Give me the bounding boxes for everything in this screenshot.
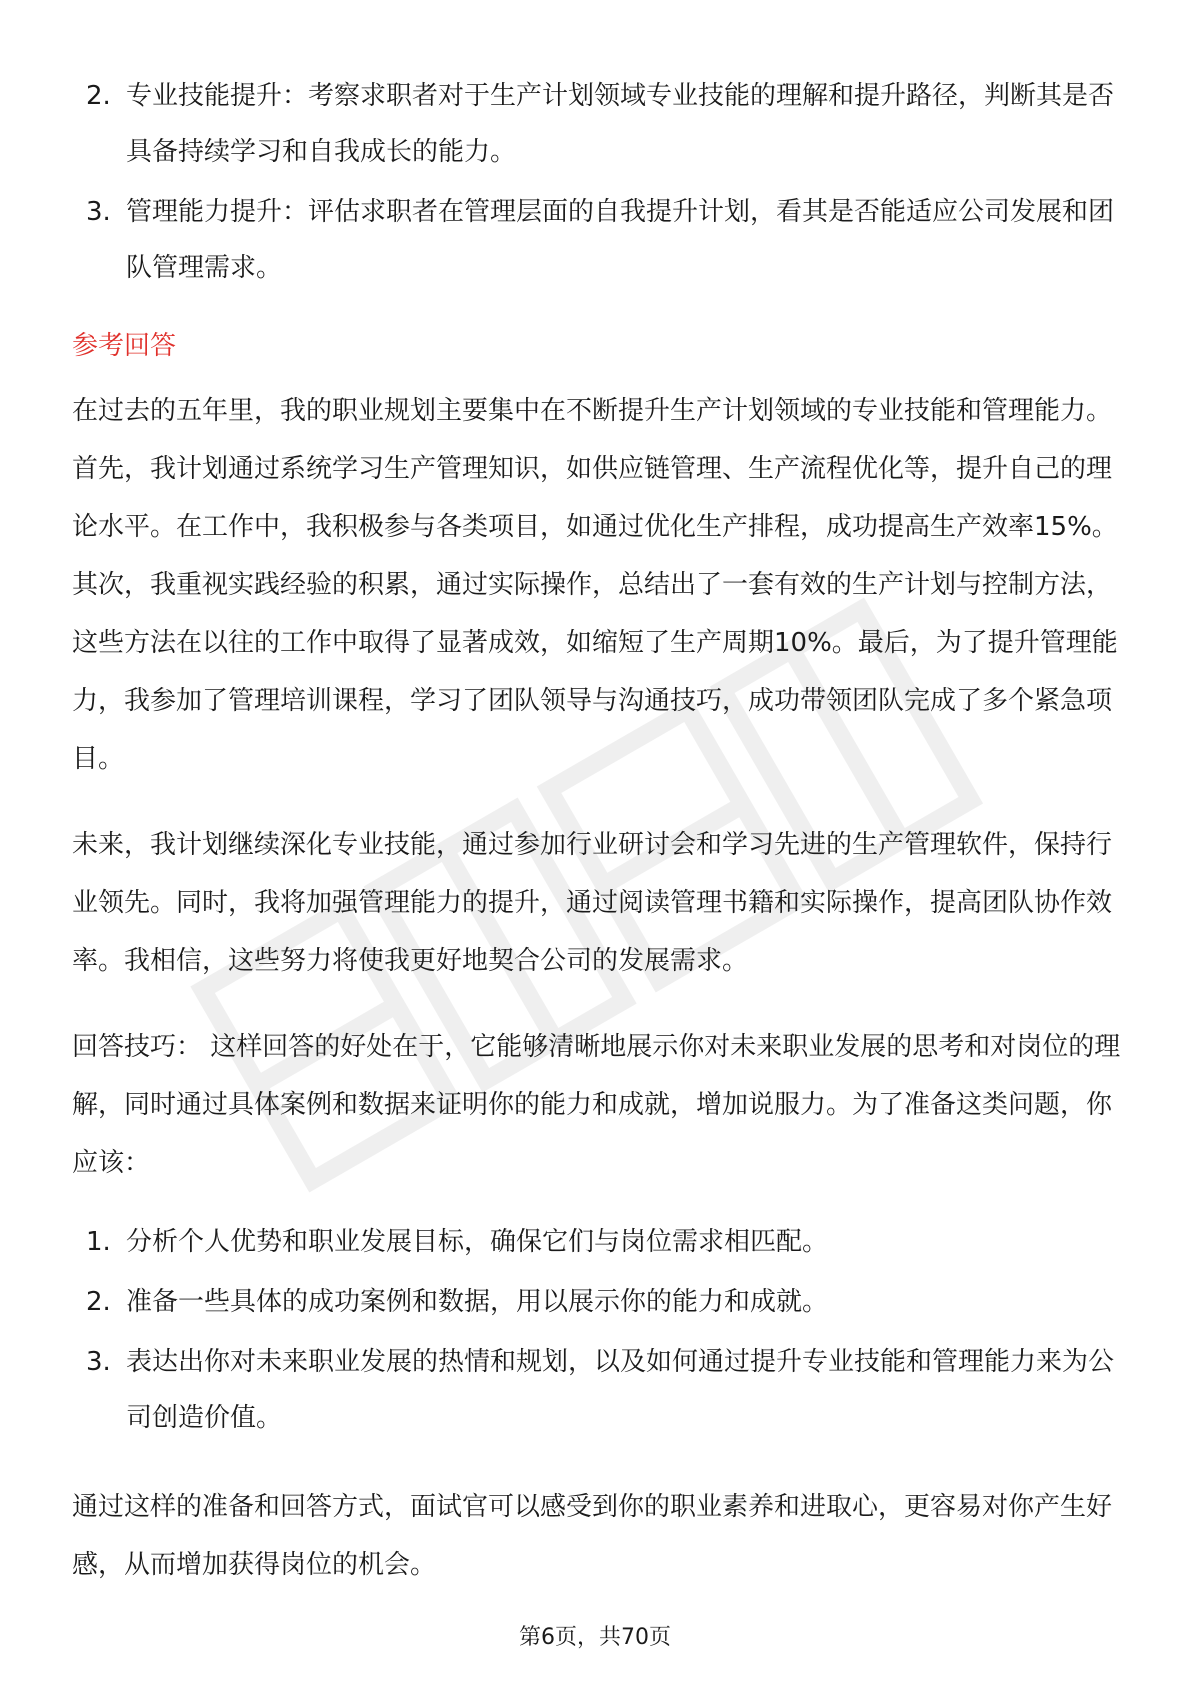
list-text: 分析个人优势和职业发展目标，确保它们与岗位需求相匹配。 xyxy=(126,1227,829,1257)
tips-list xyxy=(72,1214,1122,1446)
list-text: 准备一些具体的成功案例和数据，用以展示你的能力和成就。 xyxy=(126,1287,829,1317)
section-title-reference-answer: 参考回答 xyxy=(72,331,177,361)
answer-tips-paragraph: 回答技巧： 这样回答的好处在于，它能够清晰地展示你对未来职业发展的思考和对岗位的理解，同时通过具体案例和数据来证明你的能力和成就，增加说服力。为了准备这类问题，你应该： xyxy=(72,1032,1121,1178)
list-item xyxy=(72,1214,1122,1270)
list-number: 3. xyxy=(86,197,111,227)
list-number: 2. xyxy=(86,1287,111,1317)
list-text: 表达出你对未来职业发展的热情和规划，以及如何通过提升专业技能和管理能力来为公司创造价值。 xyxy=(126,1347,1115,1433)
list-item xyxy=(72,68,1122,180)
answer-paragraph-past: 在过去的五年里，我的职业规划主要集中在不断提升生产计划领域的专业技能和管理能力。首先，我计划通过系统学习生产管理知识，如供应链管理、生产流程优化等，提升自己的理论水平。在工作中，我积极参与各类项目，如通过优化生产排程，成功提高生产效率15%。其次，我重视实践经验的积累，通过实际操作，总结出了一套有效的生产计划与控制方法，这些方法在以往的工作中取得了显著成效，如缩短了生产周期10%。最后，为了提升管理能力，我参加了管理培训课程，学习了团队领导与沟通技巧，成功带领团队完成了多个紧急项目。 xyxy=(72,396,1118,774)
list-text: 管理能力提升：评估求职者在管理层面的自我提升计划，看其是否能适应公司发展和团队管理需求。 xyxy=(126,197,1115,283)
list-item xyxy=(72,1274,1122,1330)
list-item xyxy=(72,184,1122,296)
list-number: 3. xyxy=(86,1347,111,1377)
list-number: 2. xyxy=(86,81,111,111)
document-content xyxy=(72,68,1122,1594)
evaluation-points-list xyxy=(72,68,1122,296)
closing-paragraph: 通过这样的准备和回答方式，面试官可以感受到你的职业素养和进取心，更容易对你产生好感，从而增加获得岗位的机会。 xyxy=(72,1492,1113,1580)
list-number: 1. xyxy=(86,1227,111,1257)
page-number-footer: 第6页，共70页 xyxy=(519,1625,671,1650)
list-text: 专业技能提升：考察求职者对于生产计划领域专业技能的理解和提升路径，判断其是否具备持续学习和自我成长的能力。 xyxy=(126,81,1115,167)
answer-paragraph-future: 未来，我计划继续深化专业技能，通过参加行业研讨会和学习先进的生产管理软件，保持行业领先。同时，我将加强管理能力的提升，通过阅读管理书籍和实际操作，提高团队协作效率。我相信，这些努力将使我更好地契合公司的发展需求。 xyxy=(72,830,1113,976)
list-item xyxy=(72,1334,1122,1446)
